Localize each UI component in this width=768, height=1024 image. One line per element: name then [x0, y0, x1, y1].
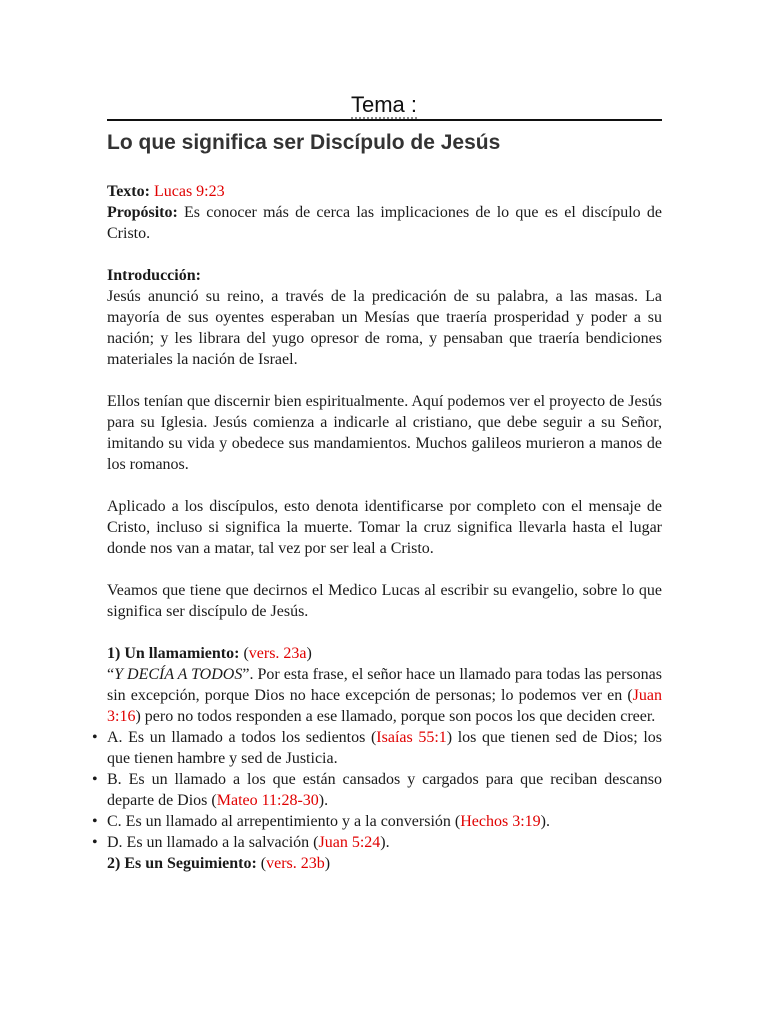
- list-item: • C. Es un llamado al arrepentimiento y a la conversión (Hechos 3:19).: [92, 813, 550, 830]
- section1-ref2: Juan 3:16: [107, 687, 662, 725]
- intro-paragraph-4: Veamos que tiene que decirnos el Medico Lucas al escribir su evangelio, sobre lo que significa ser discípulo de Jesús.: [107, 582, 662, 620]
- proposito-label: Propósito:: [107, 204, 178, 221]
- proposito-line: [107, 202, 662, 244]
- proposito-text: Es conocer más de cerca las implicaciones de lo que es el discípulo de Cristo.: [107, 204, 662, 242]
- list-item: • D. Es un llamado a la salvación (Juan 5:24).: [92, 834, 390, 851]
- tema-heading: [0, 92, 768, 118]
- bullet-icon: •: [92, 729, 98, 746]
- texto-ref: Lucas 9:23: [153, 183, 225, 200]
- tema-label: Tema :: [350, 92, 418, 117]
- section1-heading: 1) Un llamamiento: (vers. 23a): [107, 645, 312, 662]
- document-body: [92, 181, 663, 874]
- intro-paragraph-1: Jesús anunció su reino, a través de la predicación de su palabra, a las masas. La mayoría de sus oyentes esperaban un Mesías que traería prosperidad y poder a su nación; y les librara del yugo opresor de roma, y pensaban que traería bendiciones materiales la nación de Israel.: [107, 288, 662, 368]
- bullet-icon: •: [92, 813, 98, 830]
- section2-ref: vers. 23b: [266, 855, 325, 872]
- texto-label: Texto:: [107, 183, 150, 200]
- section2-heading: 2) Es un Seguimiento: (vers. 23b): [107, 855, 331, 872]
- texto-line: [107, 181, 662, 202]
- list-item: • A. Es un llamado a todos los sedientos (Isaías 55:1) los que tienen sed de Dios; los que tienen hambre y sed de Justicia.: [92, 729, 662, 767]
- section1-paragraph: “Y DECÍA A TODOS”. Por esta frase, el señor hace un llamado para todas las personas sin excepción, porque Dios no hace excepción de personas; lo podemos ver en (Juan 3:16) pero no todos responden a ese llamado, porque son pocos los que deciden creer.: [107, 666, 663, 725]
- intro-paragraph-2: Ellos tenían que discernir bien espiritualmente. Aquí podemos ver el proyecto de Jesús para su Iglesia. Jesús comienza a indicarle al cristiano, que debe seguir a su Señor, imitando su vida y obedece sus mandamientos. Muchos galileos murieron a manos de los romanos.: [107, 393, 662, 473]
- bullet-icon: •: [92, 771, 98, 788]
- section1-list: [92, 727, 662, 853]
- intro-paragraph-3: Aplicado a los discípulos, esto denota identificarse por completo con el mensaje de Cristo, incluso si significa la muerte. Tomar la cruz significa llevarla hasta el lugar donde nos van a matar, tal vez por ser leal a Cristo.: [107, 498, 662, 557]
- section1-quote: Y DECÍA A TODOS: [114, 666, 243, 683]
- section1-ref: vers. 23a: [248, 645, 307, 662]
- header-rule: [107, 119, 662, 121]
- list-item: • B. Es un llamado a los que están cansados y cargados para que reciban descanso departe de Dios (Mateo 11:28-30).: [92, 771, 662, 809]
- document-title: Lo que significa ser Discípulo de Jesús: [107, 131, 501, 154]
- introduccion-heading: Introducción:: [107, 267, 201, 284]
- bullet-icon: •: [92, 834, 98, 851]
